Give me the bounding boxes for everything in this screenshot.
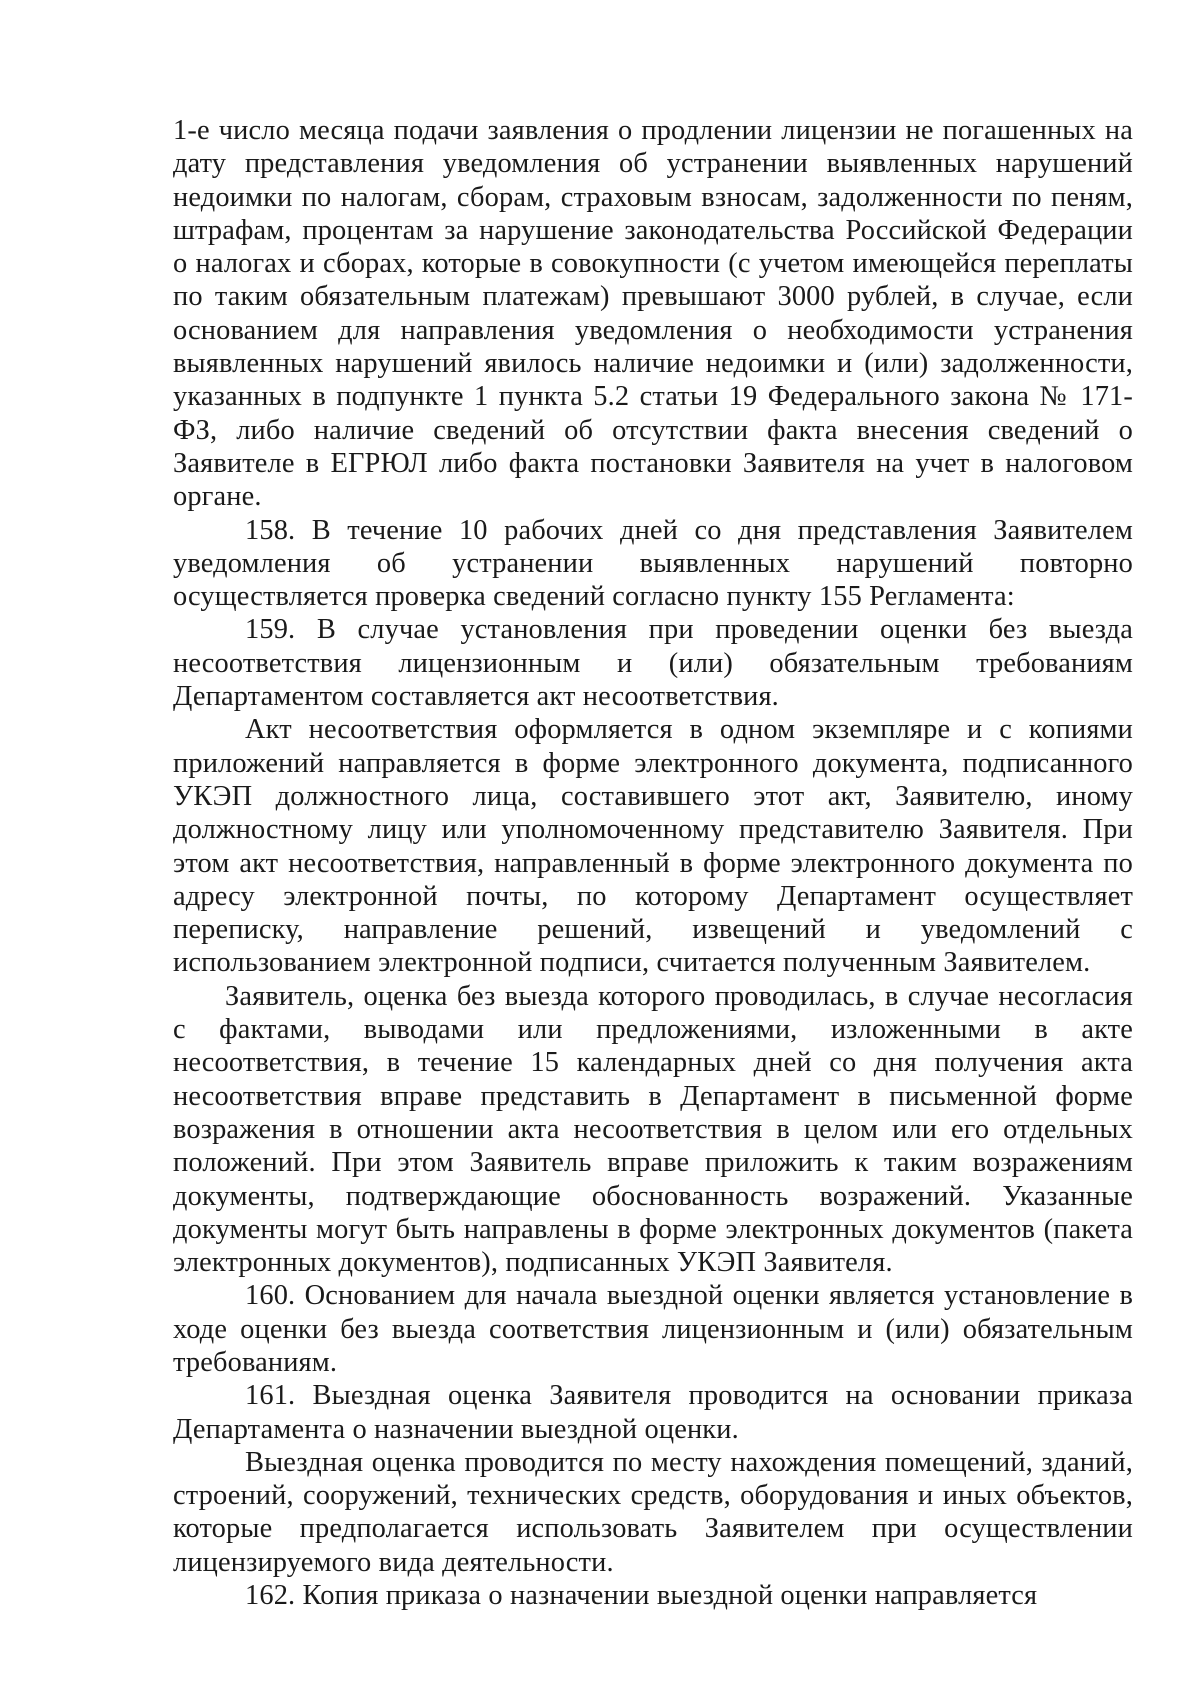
paragraph-objection: Заявитель, оценка без выезда которого проводилась, в случае несогласия с фактами, выводами или предложениями, изложенными в акте несоответствия, в течение 15 календарных дней со дня получения акта несоответствия вправе представить в Департамент в письменной форме возражения в отношении акта несоответствия в целом или его отдельных положений. При этом Заявитель вправе приложить к таким возражениям документы, подтверждающие обоснованность возражений. Указанные документы могут быть направлены в форме электронных документов (пакета электронных документов), подписанных УКЭП Заявителя.	[173, 980, 1133, 1279]
paragraph-onsite-place: Выездная оценка проводится по месту нахождения помещений, зданий, строений, сооружений, технических средств, оборудования и иных объектов, которые предполагается использовать Заявителем при осуществлении лицензируемого вида деятельности.	[173, 1446, 1133, 1578]
paragraph-item-159: 159. В случае установления при проведении оценки без выезда несоответствия лицензионным и (или) обязательным требованиям Департаментом составляется акт несоответствия.	[173, 614, 1133, 713]
document-body	[173, 114, 1133, 1612]
paragraph-item-158: 158. В течение 10 рабочих дней со дня представления Заявителем уведомления об устранении выявленных нарушений повторно осуществляется проверка сведений согласно пункту 155 Регламента:	[173, 514, 1133, 613]
paragraph-continuation: 1-е число месяца подачи заявления о продлении лицензии не погашенных на дату представления уведомления об устранении выявленных нарушений недоимки по налогам, сборам, страховым взносам, задолженности по пеням, штрафам, процентам за нарушение законодательства Российской Федерации о налогах и сборах, которые в совокупности (с учетом имеющейся переплаты по таким обязательным платежам) превышают 3000 рублей, в случае, если основанием для направления уведомления о необходимости устранения выявленных нарушений явилось наличие недоимки и (или) задолженности, указанных в подпункте 1 пункта 5.2 статьи 19 Федерального закона № 171-ФЗ, либо наличие сведений об отсутствии факта внесения сведений о Заявителе в ЕГРЮЛ либо факта постановки Заявителя на учет в налоговом органе.	[173, 115, 1133, 513]
paragraph-item-160: 160. Основанием для начала выездной оценки является установление в ходе оценки без выезда соответствия лицензионным и (или) обязательным требованиям.	[173, 1280, 1133, 1378]
paragraph-act-nonconformity: Акт несоответствия оформляется в одном экземпляре и с копиями приложений направляется в форме электронного документа, подписанного УКЭП должностного лица, составившего этот акт, Заявителю, иному должностному лицу или уполномоченному представителю Заявителя. При этом акт несоответствия, направленный в форме электронного документа по адресу электронной почты, по которому Департамент осуществляет переписку, направление решений, извещений и уведомлений с использованием электронной подписи, считается полученным Заявителем.	[173, 714, 1133, 979]
paragraph-item-162: 162. Копия приказа о назначении выездной оценки направляется	[245, 1580, 1038, 1612]
paragraph-item-161: 161. Выездная оценка Заявителя проводится на основании приказа Департамента о назначении выездной оценки.	[173, 1380, 1133, 1445]
